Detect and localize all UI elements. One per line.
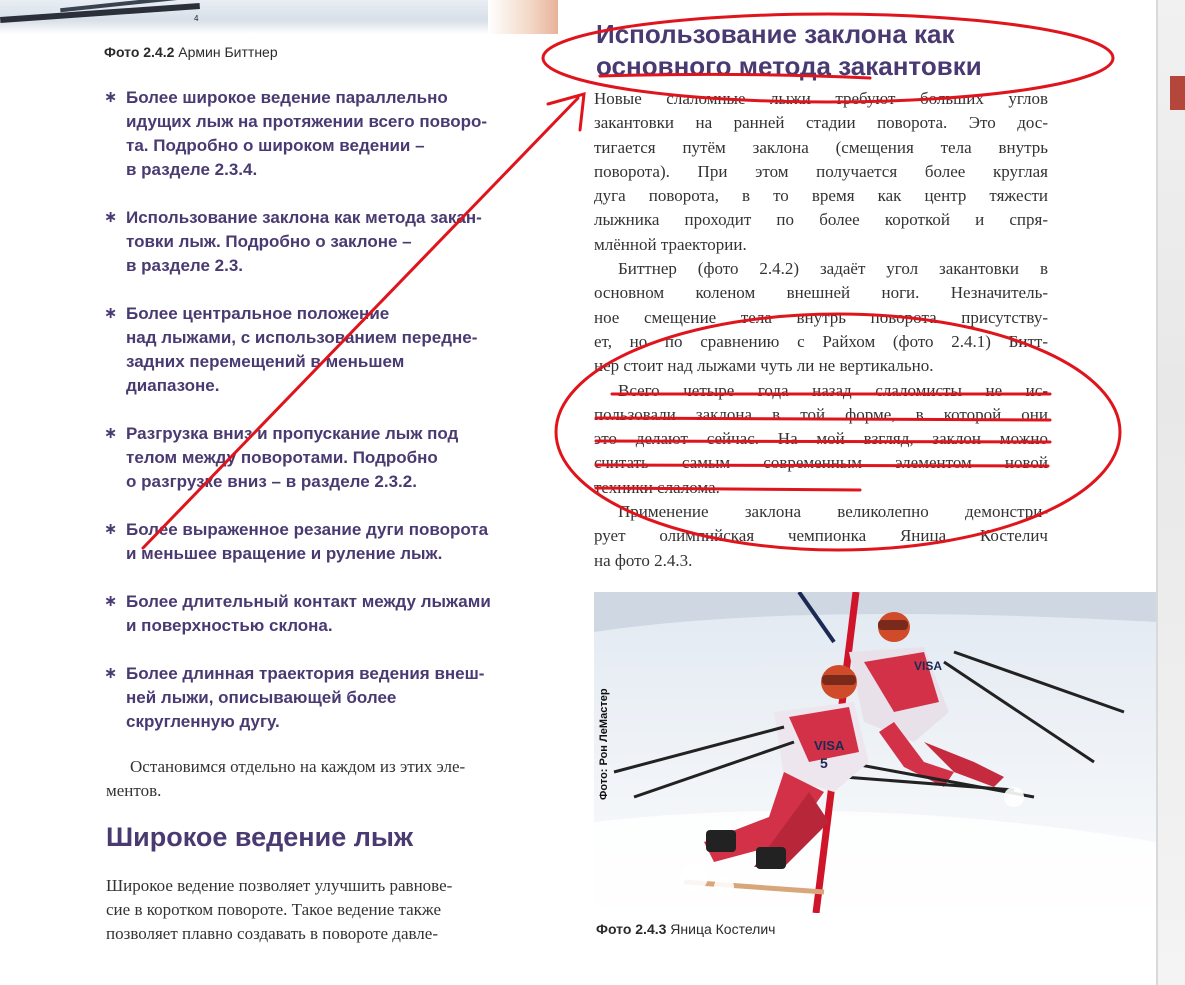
text-line: Биттнер (фото 2.4.2) задаёт угол закантовки в xyxy=(618,259,1048,279)
bullet-item xyxy=(104,302,564,398)
bullet-item xyxy=(104,206,564,278)
text-line: млённой траектории. xyxy=(594,234,747,254)
text-line: техники слалома. xyxy=(594,477,720,497)
left-paragraph-2 xyxy=(106,874,560,946)
bullet-line: Более длительный контакт между лыжами xyxy=(126,592,491,611)
bullet-line: в разделе 2.3.4. xyxy=(126,160,258,179)
bullet-star-icon: ∗ xyxy=(104,521,118,538)
text-line: тигается путём заклона (смещения тела внутрь xyxy=(594,137,1048,157)
bullet-line: телом между поворотами. Подробно xyxy=(126,448,438,467)
bullet-line: и поверхностью склона. xyxy=(126,616,333,635)
caption-label: Фото 2.4.3 xyxy=(596,921,667,937)
text-line: считать самым современным элементом новой xyxy=(594,453,1048,473)
bullet-star-icon: ∗ xyxy=(104,665,118,682)
bullet-item xyxy=(104,422,564,494)
text-line: Остановимся отдельно на каждом из этих эле- xyxy=(130,757,466,776)
bullet-line: и меньшее вращение и руление лыж. xyxy=(126,544,443,563)
bullet-line: диапазоне. xyxy=(126,376,220,395)
text-line: ментов. xyxy=(106,781,162,800)
text-line: Всего четыре года назад слаломисты не ис- xyxy=(618,380,1048,400)
bullet-line: Использование заклона как метода закан- xyxy=(126,208,482,227)
text-line: пользовали заклона в той форме, в которой они xyxy=(594,404,1048,424)
bullet-item xyxy=(104,590,564,638)
bullet-line: над лыжами, с использованием передне- xyxy=(126,328,478,347)
heading-line: основного метода закантовки xyxy=(596,51,982,81)
text-line: Новые слаломные лыжи требуют больших углов xyxy=(594,89,1048,108)
bullet-line: идущих лыж на протяжении всего поворо- xyxy=(126,112,488,131)
text-line: лыжника проходит по более короткой и спря- xyxy=(594,210,1048,230)
page-number: 4 xyxy=(194,14,199,23)
photo-credit xyxy=(598,600,614,800)
bullet-line: Разгрузка вниз и пропускание лыж под xyxy=(126,424,459,443)
skier-photo xyxy=(594,592,1156,913)
text-line: позволяет плавно создавать в повороте давле- xyxy=(106,924,438,943)
bullet-list xyxy=(104,86,564,758)
section-heading-wide-stance: Широкое ведение лыж xyxy=(106,822,414,852)
section-heading-inclination xyxy=(596,18,1056,82)
caption-name: Яница Костелич xyxy=(670,921,776,937)
bullet-line: Более центральное положение xyxy=(126,304,390,323)
bullet-line: та. Подробно о широком ведении – xyxy=(126,136,425,155)
bullet-line: в разделе 2.3. xyxy=(126,256,244,275)
bullet-star-icon: ∗ xyxy=(104,305,118,322)
bullet-line: о разгрузке вниз – в разделе 2.3.2. xyxy=(126,472,417,491)
text-line: закантовки на ранней стадии поворота. Это дос- xyxy=(594,113,1048,133)
text-line: основном коленом внешней ноги. Незначитель- xyxy=(594,283,1048,303)
top-photo-fragment xyxy=(0,0,558,34)
right-column-text xyxy=(594,87,1048,573)
left-paragraph-1 xyxy=(106,755,560,803)
heading-line: Использование заклона как xyxy=(596,19,955,49)
text-line: на фото 2.4.3. xyxy=(594,550,693,570)
caption-name: Армин Биттнер xyxy=(178,44,278,60)
text-line: Широкое ведение позволяет улучшить равнове- xyxy=(106,876,453,895)
bullet-line: скругленную дугу. xyxy=(126,712,280,731)
bib-text-bg: VISA xyxy=(914,659,943,673)
text-line: нер стоит над лыжами чуть ли не вертикально. xyxy=(594,356,934,376)
bullet-line: товки лыж. Подробно о заклоне – xyxy=(126,232,412,251)
caption-photo-2-4-2 xyxy=(104,44,278,60)
right-edge-photo-strip xyxy=(1158,0,1185,985)
bullet-item xyxy=(104,86,564,182)
bullet-item xyxy=(104,518,564,566)
bullet-star-icon: ∗ xyxy=(104,425,118,442)
skier-illustration xyxy=(594,592,1156,913)
caption-photo-2-4-3 xyxy=(596,921,775,937)
text-line: поворота). При этом получается более круглая xyxy=(594,161,1048,181)
caption-label: Фото 2.4.2 xyxy=(104,44,175,60)
bib-text: VISA xyxy=(814,738,845,753)
text-line: ное смещение тела внутрь поворота присутству- xyxy=(594,307,1048,327)
bullet-star-icon: ∗ xyxy=(104,209,118,226)
bib-number: 5 xyxy=(820,755,828,771)
bullet-line: Более длинная траектория ведения внеш- xyxy=(126,664,485,683)
bullet-line: задних перемещений в меньшем xyxy=(126,352,405,371)
bullet-line: ней лыжи, описывающей более xyxy=(126,688,397,707)
bullet-item xyxy=(104,662,564,734)
text-line: Применение заклона великолепно демонстри- xyxy=(618,502,1048,522)
text-line: это делают сейчас. На мой взгляд, заклон можно xyxy=(594,429,1048,449)
text-line: ет, но по сравнению с Райхом (фото 2.4.1) Битт- xyxy=(594,331,1048,351)
bullet-star-icon: ∗ xyxy=(104,89,118,106)
bullet-line: Более широкое ведение параллельно xyxy=(126,88,448,107)
bullet-line: Более выраженное резание дуги поворота xyxy=(126,520,489,539)
text-line: сие в коротком повороте. Такое ведение также xyxy=(106,900,442,919)
bullet-star-icon: ∗ xyxy=(104,593,118,610)
photo-credit-text: Фото: Рон ЛеМастер xyxy=(598,688,610,800)
text-line: рует олимпийская чемпионка Яница Костелич xyxy=(594,526,1048,546)
text-line: дуга поворота, в то время как центр тяжести xyxy=(594,186,1048,206)
